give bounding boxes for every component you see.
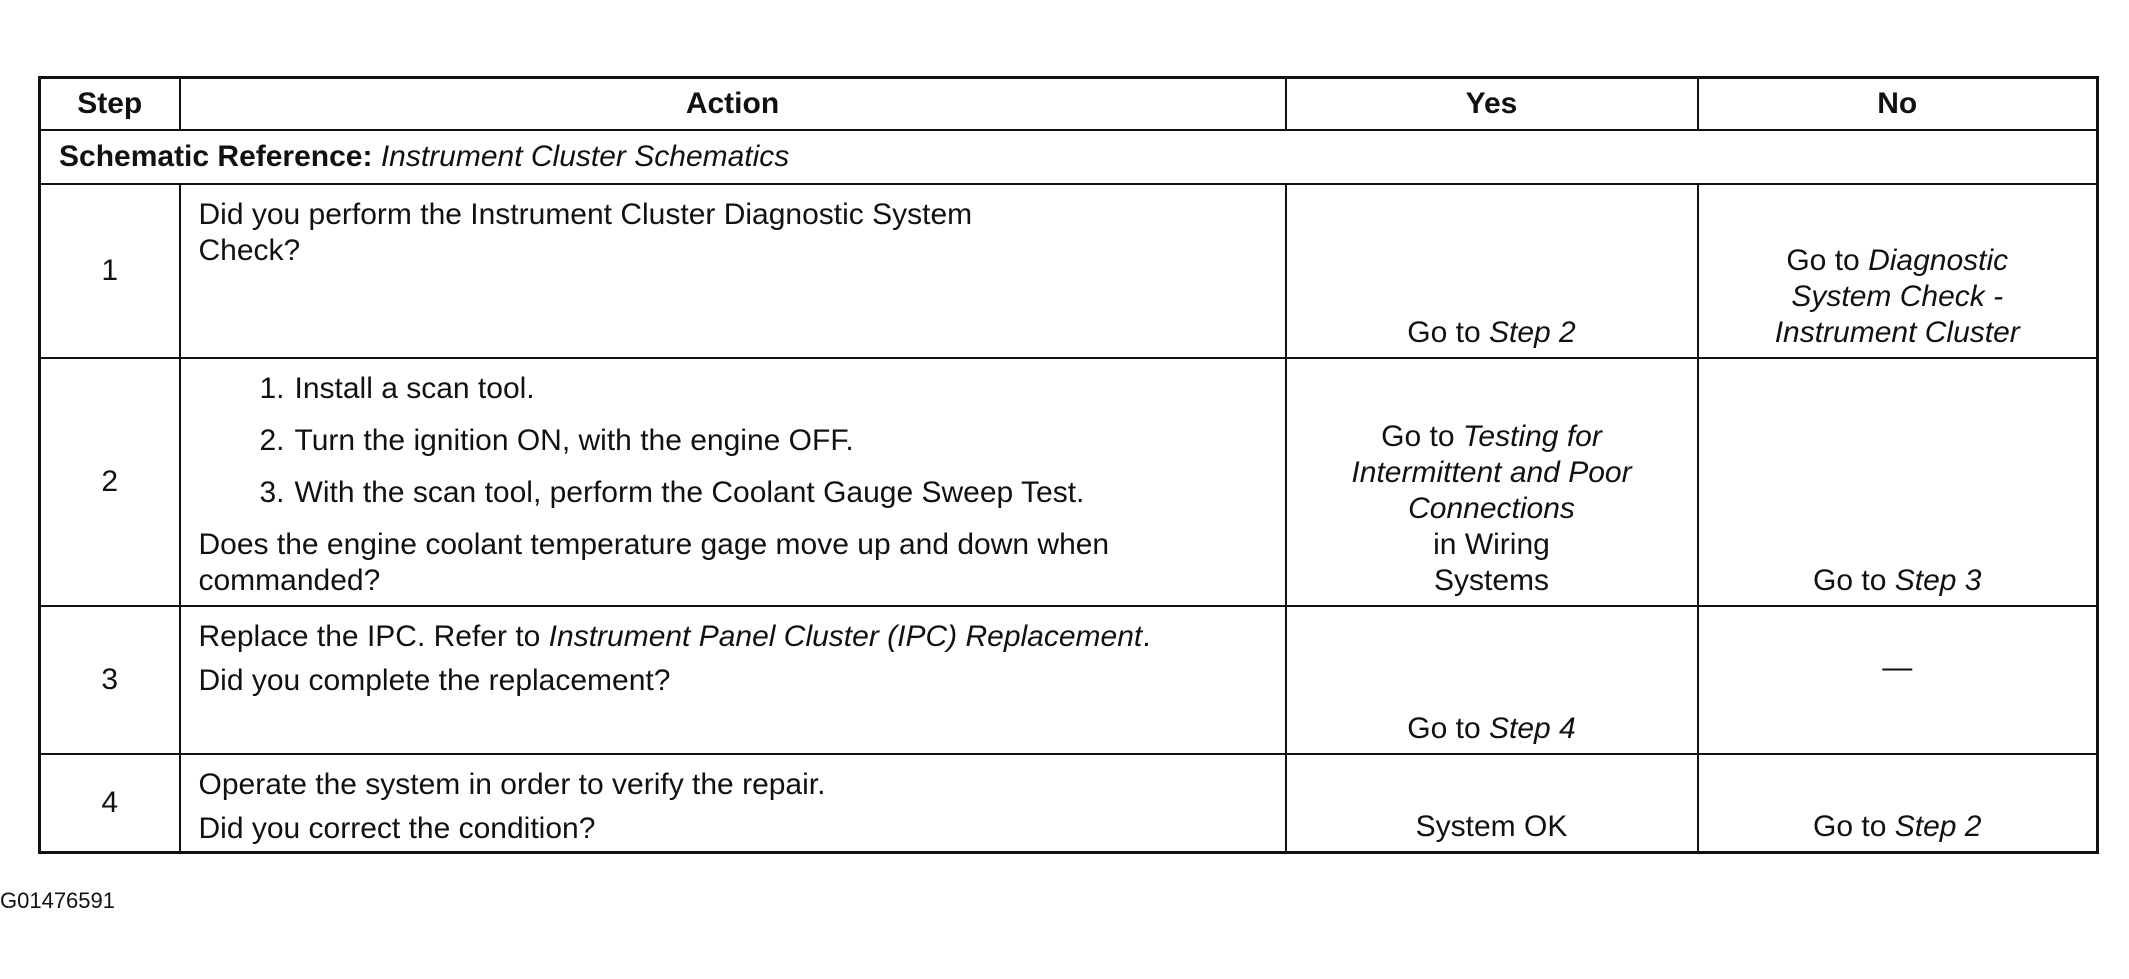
table-row <box>40 754 2098 853</box>
yes-cell <box>1286 754 1698 853</box>
action-intro-suffix: . <box>1142 620 1151 653</box>
substep-text: Turn the ignition ON, with the engine OFF. <box>294 424 854 457</box>
header-row <box>40 78 2098 131</box>
action-cell <box>180 184 1286 358</box>
substep-number: 1. <box>259 372 285 405</box>
yes-cell <box>1286 606 1698 754</box>
no-cell <box>1698 184 2098 358</box>
yes-cell <box>1286 184 1698 358</box>
action-cell <box>180 358 1286 606</box>
yes-prefix: Go to <box>1381 420 1463 453</box>
action-intro-link[interactable]: Instrument Panel Cluster (IPC) Replacement <box>548 620 1143 653</box>
no-cell <box>1698 754 2098 853</box>
yes-link[interactable]: Step 2 <box>1488 316 1576 349</box>
substep-text: Install a scan tool. <box>294 372 535 405</box>
reference-row <box>40 130 2098 184</box>
no-cell <box>1698 606 2098 754</box>
header-no: No <box>1698 78 2098 131</box>
action-question: Did you complete the replacement? <box>198 664 671 697</box>
yes-prefix: Go to <box>1407 316 1489 349</box>
reference-link[interactable]: Instrument Cluster Schematics <box>380 140 790 173</box>
table-row <box>40 358 2098 606</box>
header-step: Step <box>40 78 180 131</box>
no-link[interactable]: Step 2 <box>1894 810 1982 843</box>
no-prefix: Go to <box>1813 564 1895 597</box>
reference-label: Schematic Reference: <box>59 140 373 173</box>
no-prefix: Go to <box>1813 810 1895 843</box>
list-item <box>241 371 1267 407</box>
action-question: Did you perform the Instrument Cluster Diagnostic System Check? <box>198 198 973 267</box>
diagnostic-table <box>38 76 2099 854</box>
list-item <box>241 423 1267 459</box>
schematic-reference <box>40 130 2098 184</box>
no-link[interactable]: Diagnostic System Check - Instrument Cluster <box>1774 244 2020 349</box>
yes-link[interactable]: Step 4 <box>1488 712 1576 745</box>
no-cell <box>1698 358 2098 606</box>
substep-list <box>199 371 1267 511</box>
substep-text: With the scan tool, perform the Coolant Gauge Sweep Test. <box>294 476 1085 509</box>
header-yes: Yes <box>1286 78 1698 131</box>
yes-prefix: Go to <box>1407 712 1489 745</box>
step-number: 3 <box>40 606 180 754</box>
table-row <box>40 184 2098 358</box>
substep-number: 3. <box>259 476 285 509</box>
yes-link[interactable]: Testing for Intermittent and Poor Connections <box>1351 420 1632 525</box>
step-number: 4 <box>40 754 180 853</box>
header-action: Action <box>180 78 1286 131</box>
list-item <box>241 475 1267 511</box>
action-intro-prefix: Replace the IPC. Refer to <box>198 620 549 653</box>
action-cell <box>180 754 1286 853</box>
step-number: 1 <box>40 184 180 358</box>
table-row <box>40 606 2098 754</box>
action-question: Does the engine coolant temperature gage move up and down when commanded? <box>198 528 1110 597</box>
action-cell <box>180 606 1286 754</box>
action-intro <box>199 619 1159 655</box>
action-question: Did you correct the condition? <box>198 812 596 845</box>
no-prefix: Go to <box>1786 244 1869 277</box>
action-intro: Operate the system in order to verify the repair. <box>198 768 826 801</box>
no-link[interactable]: Step 3 <box>1894 564 1982 597</box>
yes-cell <box>1286 358 1698 606</box>
figure-id: G01476591 <box>0 888 115 913</box>
yes-suffix: in Wiring Systems <box>1433 528 1550 597</box>
no-dash: — <box>1882 651 1913 684</box>
step-number: 2 <box>40 358 180 606</box>
substep-number: 2. <box>259 424 285 457</box>
yes-text: System OK <box>1415 810 1568 843</box>
